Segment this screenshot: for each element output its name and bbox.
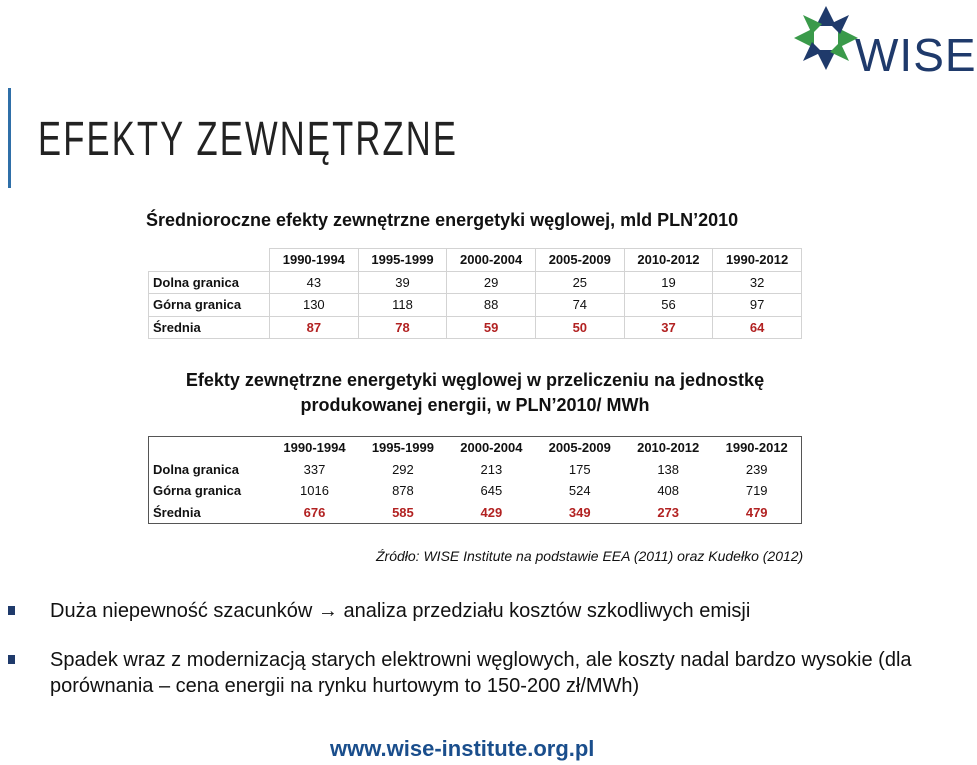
table-cell: 97 xyxy=(713,294,802,317)
table2-caption xyxy=(140,370,810,416)
table-row xyxy=(149,294,802,317)
corner-cell xyxy=(149,437,271,459)
table-header-row xyxy=(149,249,802,272)
col-header: 1990-2012 xyxy=(713,249,802,272)
table-cell: 25 xyxy=(535,271,624,294)
col-header: 2005-2009 xyxy=(535,249,624,272)
table-cell: 64 xyxy=(713,316,802,339)
row-label: Dolna granica xyxy=(153,461,239,477)
table-cell: 175 xyxy=(568,461,591,477)
table-annual-externalities xyxy=(148,248,802,339)
table-row xyxy=(149,502,802,524)
col-header: 2010-2012 xyxy=(637,440,700,456)
bullet-square-icon xyxy=(8,606,15,615)
row-label: Średnia xyxy=(153,504,201,520)
table-row xyxy=(149,459,802,481)
table-cell: 676 xyxy=(303,504,326,520)
col-header: 1995-1999 xyxy=(371,440,434,456)
bullet-item xyxy=(22,598,942,624)
table-cell: 719 xyxy=(745,483,768,499)
table-cell: 78 xyxy=(358,316,447,339)
table-cell: 408 xyxy=(657,483,680,499)
bullet-item xyxy=(22,647,942,699)
table-cell: 1016 xyxy=(300,483,329,499)
row-label: Górna granica xyxy=(153,483,242,499)
row-label: Dolna granica xyxy=(149,271,270,294)
table-cell: 19 xyxy=(624,271,713,294)
table-cell: 645 xyxy=(480,483,503,499)
bullet-text: Duża niepewność szacunków → analiza przedziału kosztów szkodliwych emisji xyxy=(50,600,751,622)
table-per-mwh-externalities xyxy=(148,436,802,524)
table-cell: 429 xyxy=(480,504,503,520)
bullet-text: Spadek wraz z modernizacją starych elektrowni węglowych, ale koszty nadal bardzo wysokie (dla porównania – cena energii na rynku hurtowym to 150-200 zł/MWh) xyxy=(50,649,912,697)
table-cell: 273 xyxy=(657,504,680,520)
table-cell: 138 xyxy=(657,461,680,477)
col-header: 2010-2012 xyxy=(624,249,713,272)
table-cell: 32 xyxy=(713,271,802,294)
table-cell: 56 xyxy=(624,294,713,317)
table-cell: 118 xyxy=(358,294,447,317)
table-cell: 87 xyxy=(270,316,359,339)
row-label: Górna granica xyxy=(149,294,270,317)
table-cell: 59 xyxy=(447,316,536,339)
corner-cell xyxy=(149,249,270,272)
table-cell: 43 xyxy=(270,271,359,294)
col-header: 2005-2009 xyxy=(548,440,611,456)
table-header-row xyxy=(149,437,802,459)
table-cell: 239 xyxy=(745,461,768,477)
table-cell: 479 xyxy=(745,504,768,520)
col-header: 1990-1994 xyxy=(270,249,359,272)
table-row xyxy=(149,316,802,339)
logo-text: WISE xyxy=(855,29,977,81)
col-header: 1990-2012 xyxy=(725,440,788,456)
col-header: 1990-1994 xyxy=(283,440,346,456)
table-cell: 39 xyxy=(358,271,447,294)
title-accent-bar xyxy=(8,88,11,188)
table-cell: 37 xyxy=(624,316,713,339)
table2-caption-line1: Efekty zewnętrzne energetyki węglowej w przeliczeniu na jednostkę xyxy=(185,370,765,390)
table-cell: 524 xyxy=(568,483,591,499)
table-row xyxy=(149,480,802,502)
table2-caption-line2: produkowanej energii, w PLN’2010/ MWh xyxy=(300,395,650,415)
col-header: 1995-1999 xyxy=(358,249,447,272)
website-link[interactable]: www.wise-institute.org.pl xyxy=(330,736,595,761)
table-cell: 130 xyxy=(270,294,359,317)
table-cell: 29 xyxy=(447,271,536,294)
table-row xyxy=(149,271,802,294)
col-header: 2000-2004 xyxy=(460,440,523,456)
table-cell: 292 xyxy=(392,461,414,477)
bullet-square-icon xyxy=(8,655,15,664)
table-cell: 337 xyxy=(303,461,326,477)
table-cell: 88 xyxy=(447,294,536,317)
table-cell: 74 xyxy=(535,294,624,317)
table-cell: 50 xyxy=(535,316,624,339)
slide-title: EFEKTY ZEWNĘTRZNE xyxy=(38,113,459,166)
table-cell: 878 xyxy=(392,483,414,499)
row-label: Średnia xyxy=(149,316,270,339)
table-cell: 349 xyxy=(568,504,591,520)
table-cell: 585 xyxy=(392,504,414,520)
table-cell: 213 xyxy=(480,461,503,477)
col-header: 2000-2004 xyxy=(447,249,536,272)
table1-caption: Średnioroczne efekty zewnętrzne energetyki węglowej, mld PLN’2010 xyxy=(146,210,739,230)
source-note: Źródło: WISE Institute na podstawie EEA (2011) oraz Kudełko (2012) xyxy=(376,548,804,564)
